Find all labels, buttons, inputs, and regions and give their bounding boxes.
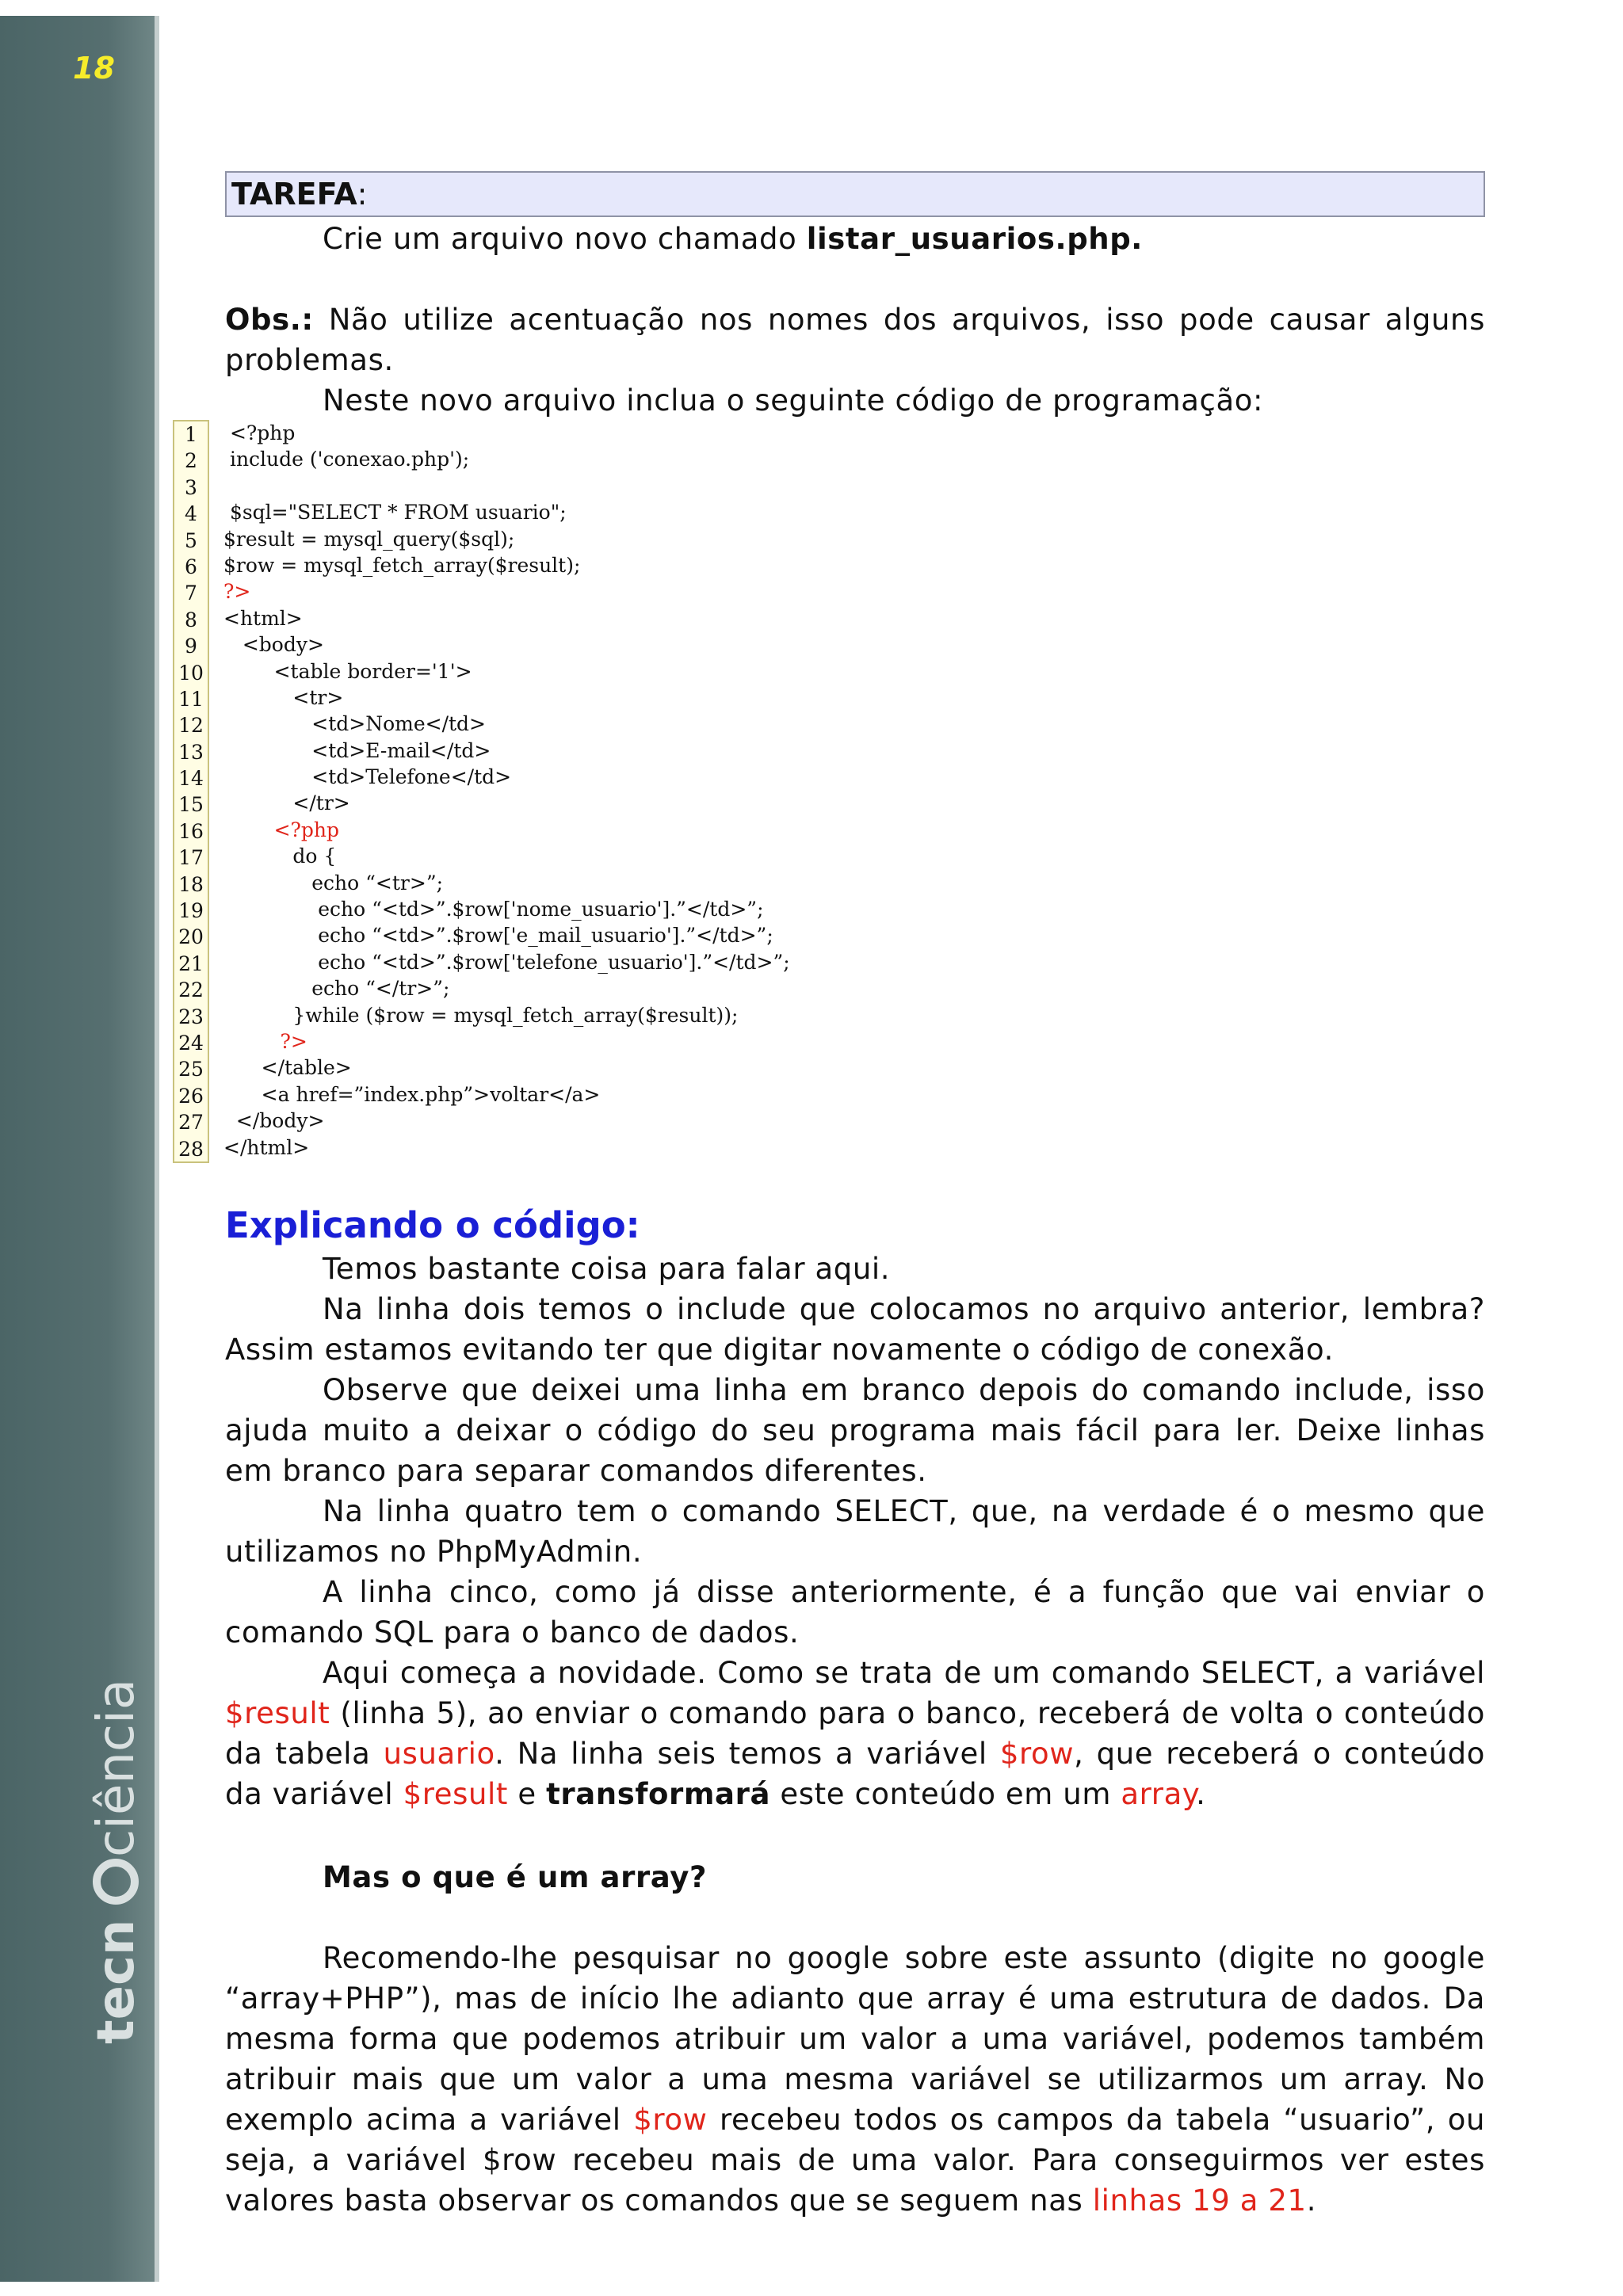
logo-ring-icon [97, 1863, 135, 1901]
array-period: . [1306, 2183, 1317, 2218]
code-intro-text: Neste novo arquivo inclua o seguinte código de programação: [323, 383, 1264, 418]
line-number: 5 [185, 528, 197, 552]
code-intro [225, 380, 1485, 421]
code-line: echo “<tr>”; [223, 871, 444, 894]
line-number: 7 [185, 582, 197, 605]
line-number: 27 [178, 1111, 204, 1135]
code-line: $row = mysql_fetch_array($result); [223, 553, 581, 577]
line-number: 4 [185, 502, 197, 526]
tarefa-label: TAREFA [231, 177, 357, 212]
p6-text-i: e [507, 1777, 547, 1811]
tarefa-filename: listar_usuarios.php. [806, 222, 1143, 256]
p6-text-g: , que receberá o conteúdo da variável [225, 1737, 1485, 1811]
line-number: 3 [185, 475, 197, 499]
line-number: 19 [178, 899, 204, 923]
p6-row-var: $row [999, 1737, 1075, 1771]
array-heading-block [225, 1857, 1485, 1897]
array-paragraph [225, 1938, 1485, 2221]
explain-p4: Na linha quatro tem o comando SELECT, que, na verdade é o mesmo que utilizamos no PhpMyAdmin. [225, 1494, 1485, 1569]
line-number: 11 [178, 687, 204, 711]
line-number: 2 [185, 449, 197, 473]
array-heading: Mas o que é um array? [323, 1860, 708, 1894]
tarefa-box [225, 171, 1485, 217]
code-line: echo “<td>”.$row['e_mail_usuario'].”</td>”; [223, 924, 773, 948]
array-row-var: $row [633, 2103, 708, 2137]
line-number: 20 [178, 925, 204, 949]
code-line: <td>Nome</td> [223, 712, 486, 736]
code-line: </html> [223, 1135, 310, 1159]
line-number: 21 [178, 952, 204, 975]
code-line: ?> [223, 580, 251, 604]
tecnociencia-logo [55, 1569, 151, 2060]
obs-text: Não utilize acentuação nos nomes dos arquivos, isso pode causar alguns problemas. [225, 303, 1485, 377]
p6-text-c: (linha 5), ao enviar o comando para o banco, receberá de volta o conteúdo da tabela [225, 1696, 1485, 1771]
code-line: $result = mysql_query($sql); [223, 527, 515, 551]
logo-text-bold: tecn [87, 1919, 146, 2044]
line-number: 8 [185, 608, 197, 631]
code-line: <?php [223, 818, 340, 841]
code-line: echo “<td>”.$row['telefone_usuario'].”</td>”; [223, 950, 790, 974]
p6-text-k: este conteúdo em um [770, 1777, 1121, 1811]
code-line: }while ($row = mysql_fetch_array($result)); [223, 1003, 739, 1027]
code-line: do { [223, 845, 337, 868]
p6-period: . [1196, 1777, 1206, 1811]
code-lines [223, 420, 1460, 1161]
tarefa-line-prefix: Crie um arquivo novo chamado [323, 222, 807, 256]
p6-bold-word: transformará [546, 1777, 771, 1811]
explain-title: Explicando o código: [225, 1204, 640, 1246]
code-line: include ('conexao.php'); [223, 448, 470, 471]
line-number: 13 [178, 740, 204, 764]
line-number: 14 [178, 767, 204, 791]
array-text-c: recebeu todos os campos da tabela “usuario”, ou seja, a variável $row recebeu mais de uma valor. Para conseguirmos ver estes valores basta observar os comandos que se seguem nas [225, 2103, 1485, 2218]
explain-p1: Temos bastante coisa para falar aqui. [323, 1252, 891, 1286]
page-number: 18 [73, 51, 115, 86]
p6-result-var-2: $result [403, 1777, 508, 1811]
line-number: 22 [178, 978, 204, 1002]
code-line [223, 473, 1460, 499]
line-number: 10 [178, 661, 204, 685]
line-number: 15 [178, 793, 204, 817]
code-line: <body> [223, 633, 324, 657]
p6-text-a: Aqui começa a novidade. Como se trata de um comando SELECT, a variável [323, 1656, 1485, 1690]
explain-body [225, 1249, 1485, 1814]
line-number: 1 [185, 423, 197, 446]
logo-text-light: ciência [87, 1678, 146, 1857]
line-number-gutter [173, 420, 209, 1163]
tarefa-colon: : [357, 177, 368, 212]
line-number: 12 [178, 714, 204, 738]
explain-p5: A linha cinco, como já disse anteriormente, é a função que vai enviar o comando SQL para o banco de dados. [225, 1575, 1485, 1650]
code-line: echo “</tr>”; [223, 977, 450, 1001]
explain-p3: Observe que deixei uma linha em branco depois do comando include, isso ajuda muito a deixar o código do seu programa mais fácil para ler. Deixe linhas em branco para separar comandos diferentes. [225, 1373, 1485, 1488]
code-line: <html> [223, 606, 303, 630]
explain-p6 [225, 1653, 1485, 1814]
code-line: <td>Telefone</td> [223, 765, 512, 789]
tarefa-instruction [225, 219, 1485, 259]
line-number: 24 [178, 1031, 204, 1055]
array-lines-ref: linhas 19 a 21 [1092, 2183, 1307, 2218]
obs-label: Obs.: [225, 303, 314, 337]
explain-p2: Na linha dois temos o include que colocamos no arquivo anterior, lembra? Assim estamos evitando ter que digitar novamente o código de conexão. [225, 1292, 1485, 1367]
p6-array-word: array [1121, 1777, 1197, 1811]
code-line: ?> [223, 1029, 307, 1053]
code-line: <?php [223, 421, 296, 444]
line-number: 28 [178, 1137, 204, 1161]
line-number: 18 [178, 872, 204, 896]
line-number: 6 [185, 555, 197, 578]
line-number: 25 [178, 1058, 204, 1081]
line-number: 23 [178, 1005, 204, 1028]
code-line: <tr> [223, 685, 344, 709]
array-text-a: Recomendo-lhe pesquisar no google sobre este assunto (digite no google “array+PHP”), mas de início lhe adianto que array é uma estrutura de dados. Da mesma forma que podemos atribuir um valor a uma variável, podemos também atribuir mais que um valor a uma mesma variável se utilizarmos um array. No exemplo acima a variável [225, 1941, 1485, 2137]
code-line: echo “<td>”.$row['nome_usuario'].”</td>”; [223, 898, 764, 921]
line-number: 9 [185, 635, 197, 658]
code-line: <td>E-mail</td> [223, 738, 491, 762]
code-line: </table> [223, 1056, 352, 1080]
p6-table-name: usuario [383, 1737, 495, 1771]
line-number: 26 [178, 1084, 204, 1108]
p6-text-e: . Na linha seis temos a variável [495, 1737, 1000, 1771]
code-line: </tr> [223, 791, 350, 815]
line-number: 16 [178, 819, 204, 843]
p6-result-var: $result [225, 1696, 330, 1730]
code-line: $sql="SELECT * FROM usuario"; [223, 501, 567, 524]
code-line: <a href=”index.php”>voltar</a> [223, 1082, 601, 1106]
code-line: <table border='1'> [223, 659, 472, 683]
line-number: 17 [178, 846, 204, 870]
obs-paragraph [225, 299, 1485, 380]
code-line: </body> [223, 1109, 325, 1133]
